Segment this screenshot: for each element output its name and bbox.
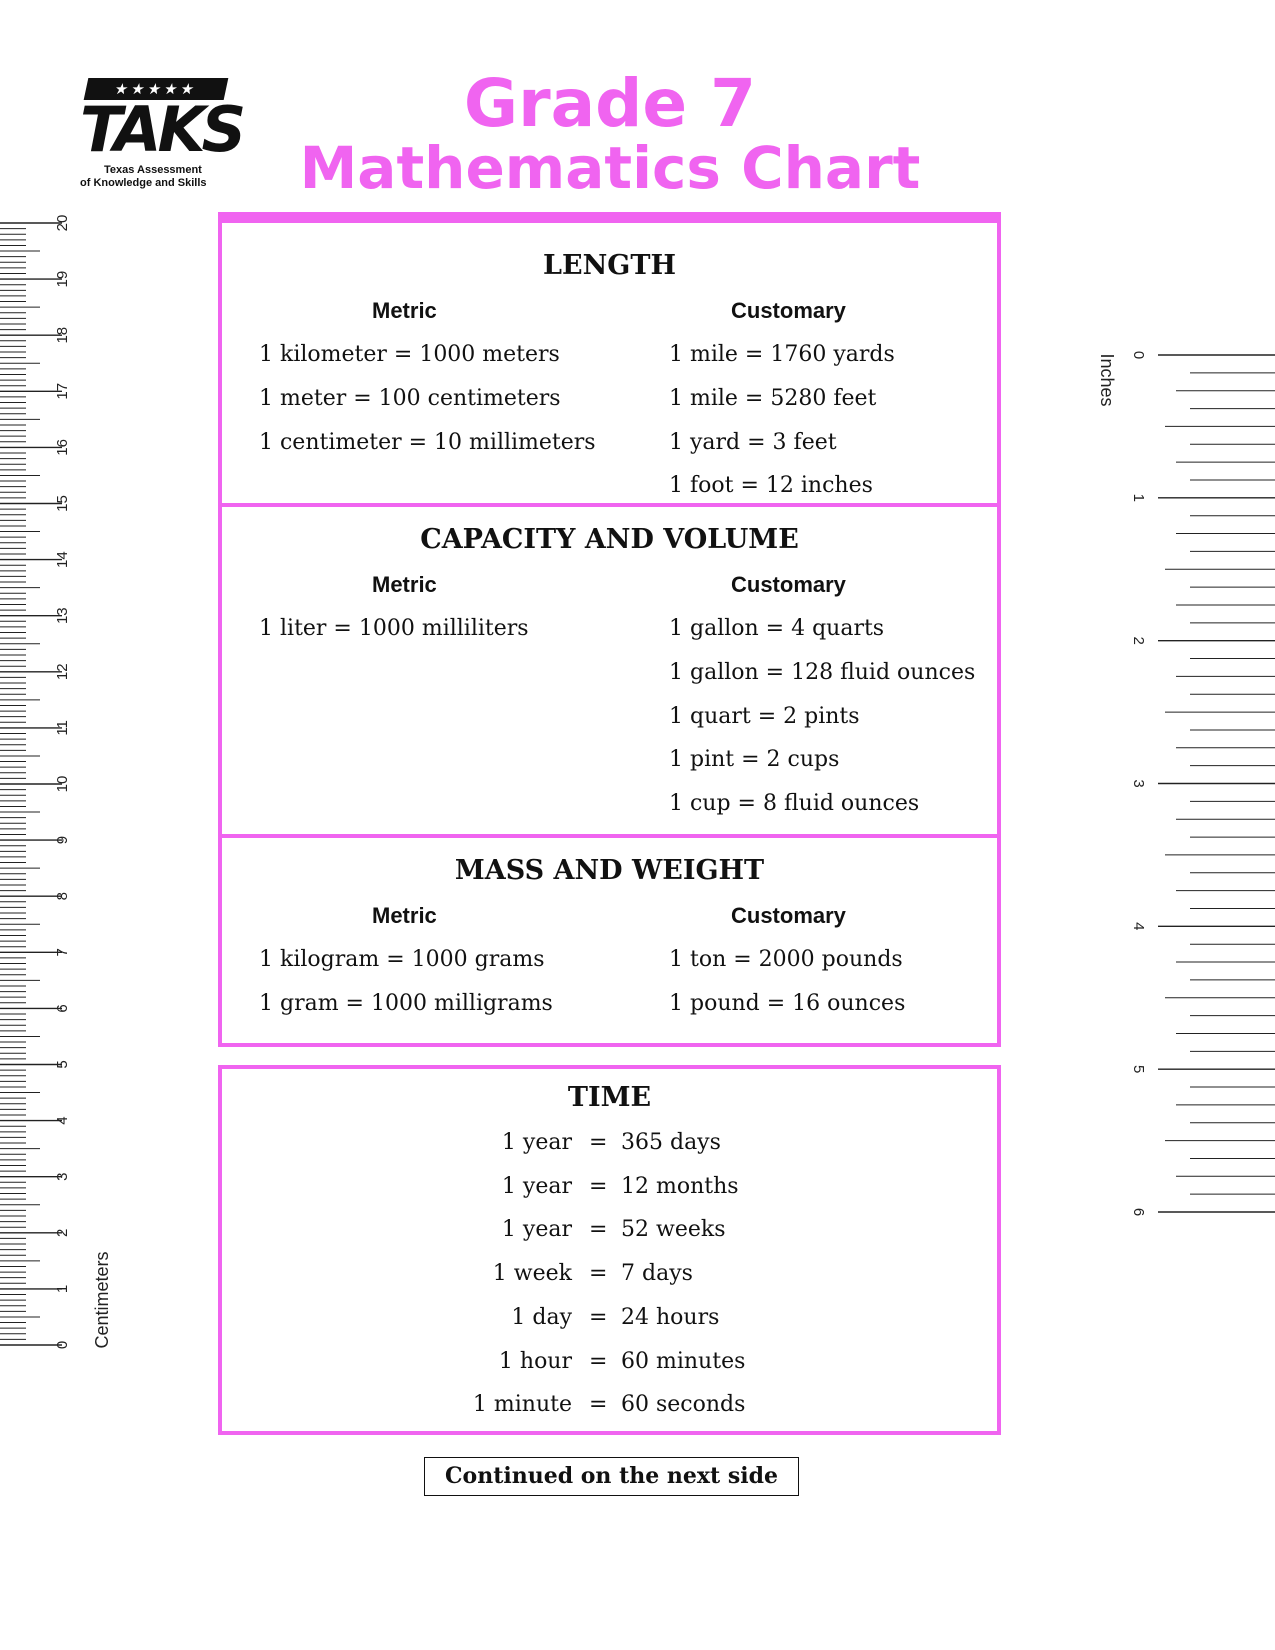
cm-ruler-number: 4 — [54, 1116, 71, 1125]
time-row-right: 365 days — [621, 1130, 721, 1155]
time-row-equals: = — [589, 1261, 608, 1287]
inch-ruler-number: 2 — [1130, 636, 1147, 645]
cm-ruler-number: 12 — [54, 663, 71, 681]
page-title-grade: Grade 7 — [463, 65, 757, 142]
page-title-chart: Mathematics Chart — [299, 134, 921, 202]
capacity-customary-row: 1 pint = 2 cups — [669, 747, 840, 772]
cm-ruler-number: 5 — [54, 1060, 71, 1069]
cm-ruler-number: 17 — [54, 382, 71, 400]
length-customary-row: 1 mile = 1760 yards — [669, 342, 895, 367]
inch-ruler-number: 5 — [1130, 1064, 1147, 1074]
time-row-equals: = — [589, 1348, 608, 1374]
cm-ruler-number: 11 — [54, 720, 71, 736]
section-title-length: LENGTH — [543, 250, 676, 281]
length-metric-row: 1 kilometer = 1000 meters — [259, 342, 560, 367]
capacity-metric-heading: Metric — [372, 572, 437, 597]
cm-ruler-number: 2 — [54, 1228, 71, 1237]
time-row-right: 24 hours — [621, 1304, 720, 1330]
section-time — [218, 1065, 1001, 1435]
length-customary-row: 1 yard = 3 feet — [669, 430, 837, 455]
cm-ruler-number: 20 — [54, 214, 71, 232]
time-row-left: 1 minute — [472, 1392, 572, 1418]
cm-ruler-number: 18 — [54, 326, 71, 344]
time-row-left: 1 hour — [498, 1348, 572, 1374]
time-row-equals: = — [589, 1392, 608, 1418]
cm-ruler-label: Centimeters — [92, 1251, 112, 1349]
section-length — [222, 223, 997, 503]
length-metric-row: 1 centimeter = 10 millimeters — [259, 430, 596, 455]
time-row — [222, 1172, 997, 1202]
capacity-customary-row: 1 gallon = 4 quarts — [669, 616, 885, 641]
logo-tagline-1: Texas Assessment — [104, 164, 202, 176]
capacity-customary-row: 1 cup = 8 fluid ounces — [669, 791, 920, 816]
cm-ruler-number: 3 — [54, 1172, 71, 1181]
time-row-equals: = — [589, 1130, 608, 1155]
conversion-chart — [218, 212, 1001, 1047]
cm-ruler-number: 8 — [54, 892, 71, 901]
logo-stars: ★★★★★ — [84, 78, 229, 100]
cm-ruler-number: 0 — [54, 1340, 71, 1350]
inch-ruler-label: Inches — [1097, 353, 1117, 407]
time-row-right: 60 seconds — [621, 1392, 746, 1418]
cm-ruler-number: 13 — [54, 607, 71, 625]
mass-metric-row: 1 gram = 1000 milligrams — [259, 991, 553, 1016]
time-row — [222, 1128, 997, 1158]
inch-ruler-number: 6 — [1130, 1207, 1147, 1217]
section-capacity — [222, 503, 997, 834]
capacity-metric-row: 1 liter = 1000 milliliters — [259, 616, 529, 641]
time-row-right: 60 minutes — [621, 1348, 746, 1374]
capacity-customary-heading: Customary — [731, 572, 846, 597]
time-row-equals: = — [589, 1173, 608, 1199]
inch-ruler-number: 1 — [1130, 493, 1147, 503]
inch-ruler-number: 0 — [1130, 350, 1147, 360]
logo-tagline-2: of Knowledge and Skills — [80, 177, 207, 189]
inch-ruler-number: 4 — [1130, 922, 1147, 931]
time-row — [222, 1215, 997, 1245]
mass-metric-row: 1 kilogram = 1000 grams — [259, 947, 545, 972]
section-title-mass: MASS AND WEIGHT — [454, 855, 765, 886]
section-title-time: TIME — [567, 1082, 652, 1113]
mass-customary-row: 1 pound = 16 ounces — [669, 991, 906, 1016]
cm-ruler-number: 10 — [54, 775, 71, 793]
time-row-left: 1 day — [511, 1304, 572, 1330]
cm-ruler-number: 6 — [54, 1004, 71, 1013]
time-row-equals: = — [589, 1304, 608, 1330]
cm-ruler-number: 16 — [54, 439, 71, 456]
cm-ruler-number: 1 — [54, 1284, 71, 1294]
logo-wordmark: TAKS — [80, 93, 243, 166]
inch-ruler-number: 3 — [1130, 779, 1147, 788]
time-row — [222, 1390, 997, 1420]
length-metric-row: 1 meter = 100 centimeters — [259, 386, 561, 411]
cm-ruler-number: 19 — [54, 270, 71, 288]
length-metric-heading: Metric — [372, 298, 437, 323]
capacity-customary-row: 1 quart = 2 pints — [669, 704, 860, 729]
section-mass — [222, 834, 997, 1047]
length-customary-heading: Customary — [731, 298, 846, 323]
time-row-left: 1 year — [501, 1173, 572, 1199]
cm-ruler-number: 9 — [54, 835, 71, 845]
mass-customary-heading: Customary — [731, 903, 846, 928]
cm-ruler-number: 7 — [54, 948, 71, 957]
length-customary-row: 1 foot = 12 inches — [669, 473, 873, 498]
time-row-left: 1 year — [501, 1130, 572, 1155]
cm-ruler-number: 14 — [54, 551, 71, 568]
continued-note: Continued on the next side — [424, 1457, 799, 1496]
centimeter-ruler — [0, 0, 120, 1650]
time-row — [222, 1259, 997, 1289]
time-row-right: 12 months — [621, 1173, 739, 1199]
section-title-capacity: CAPACITY AND VOLUME — [420, 524, 799, 555]
mass-metric-heading: Metric — [372, 903, 437, 928]
mass-customary-row: 1 ton = 2000 pounds — [669, 947, 903, 972]
time-row — [222, 1347, 997, 1377]
time-row-left: 1 year — [501, 1217, 572, 1243]
capacity-customary-row: 1 gallon = 128 fluid ounces — [669, 660, 976, 685]
time-row-equals: = — [589, 1217, 608, 1243]
time-row-right: 7 days — [621, 1261, 693, 1287]
time-row-left: 1 week — [492, 1261, 572, 1287]
length-customary-row: 1 mile = 5280 feet — [669, 386, 877, 411]
cm-ruler-number: 15 — [54, 495, 71, 512]
time-row-right: 52 weeks — [621, 1217, 726, 1243]
time-row — [222, 1303, 997, 1333]
